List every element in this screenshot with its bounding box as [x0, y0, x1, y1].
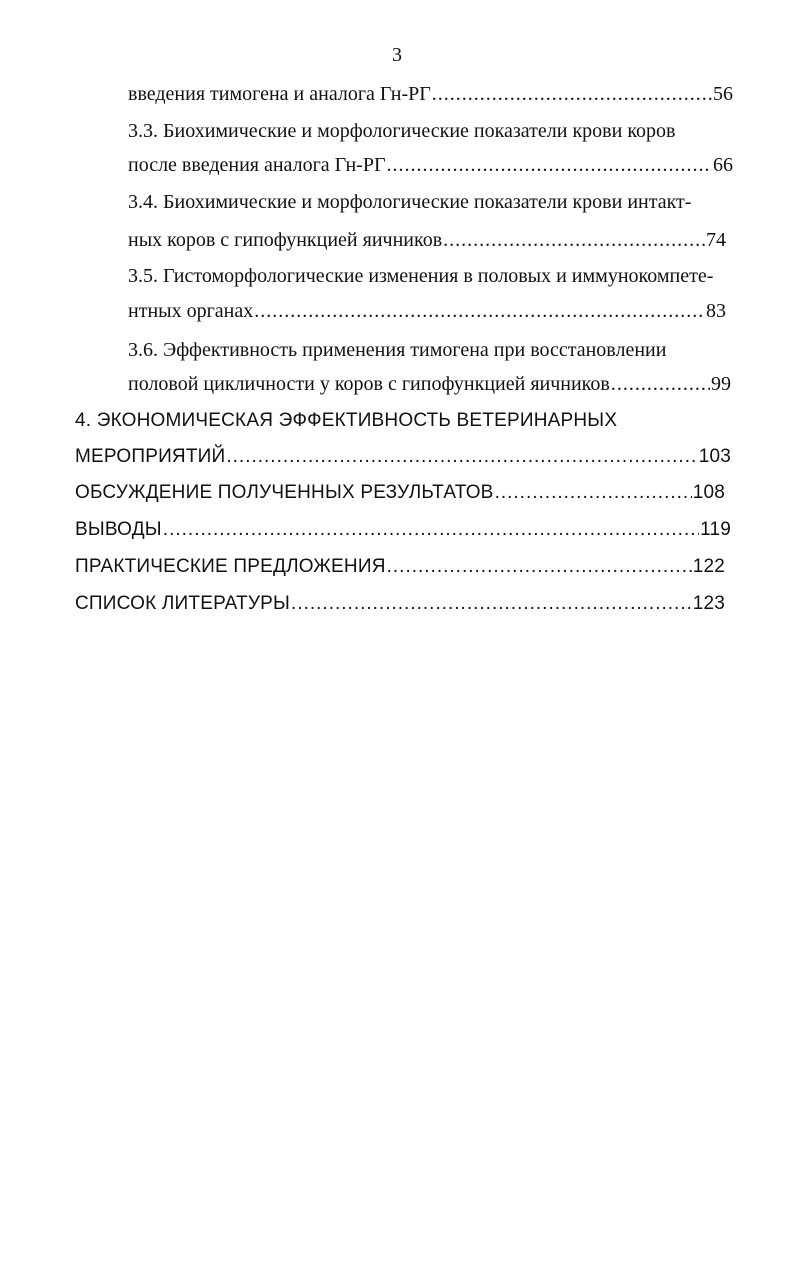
toc-chapter-4[interactable]	[75, 443, 731, 471]
toc-entry-title: половой цикличности у коров с гипофункцией яичников	[128, 373, 610, 395]
toc-page-number: 123	[692, 593, 725, 614]
dot-leader	[387, 151, 712, 179]
toc-entry-3-3[interactable]	[128, 151, 733, 179]
toc-entry-3-6-title-line1[interactable]: 3.6. Эффективность применения тимогена при восстановлении	[128, 339, 667, 361]
dot-leader	[443, 226, 705, 254]
toc-entry-title: ных коров с гипофункцией яичников	[128, 229, 443, 251]
toc-chapter-4-title-line1[interactable]: 4. ЭКОНОМИЧЕСКАЯ ЭФФЕКТИВНОСТЬ ВЕТЕРИНАРНЫХ	[75, 410, 618, 431]
toc-page-number: 103	[698, 446, 731, 467]
toc-entry-title: ПРАКТИЧЕСКИЕ ПРЕДЛОЖЕНИЯ	[75, 556, 386, 577]
toc-entry-title: нтных органах	[128, 300, 254, 322]
dot-leader	[495, 479, 692, 507]
toc-entry-3-5-title-line1[interactable]: 3.5. Гистоморфологические изменения в половых и иммунокомпете-	[128, 265, 714, 287]
dot-leader	[611, 370, 710, 398]
toc-page-number: 108	[692, 482, 725, 503]
dot-leader	[387, 553, 692, 581]
toc-entry-title: введения тимогена и аналога Гн-РГ	[128, 83, 431, 105]
toc-entry-title: СПИСОК ЛИТЕРАТУРЫ	[75, 593, 291, 614]
dot-leader	[254, 297, 705, 325]
toc-entry-3-4[interactable]	[128, 226, 726, 254]
toc-page-number: 122	[692, 556, 725, 577]
toc-page-number: 119	[700, 519, 731, 540]
toc-entry-title: после введения аналога Гн-РГ	[128, 154, 386, 176]
toc-entry-3-3-title-line1[interactable]: 3.3. Биохимические и морфологические показатели крови коров	[128, 120, 676, 142]
toc-entry-3-6[interactable]	[128, 370, 731, 398]
toc-entry-title: ВЫВОДЫ	[75, 519, 162, 540]
toc-entry-title: МЕРОПРИЯТИЙ	[75, 446, 226, 467]
toc-entry-3-5[interactable]	[128, 297, 726, 325]
toc-discussion[interactable]	[75, 479, 725, 507]
toc-page-number: 99	[711, 373, 731, 395]
dot-leader	[226, 443, 697, 471]
dot-leader	[163, 516, 699, 544]
toc-bibliography[interactable]	[75, 590, 725, 618]
toc-entry-title: ОБСУЖДЕНИЕ ПОЛУЧЕННЫХ РЕЗУЛЬТАТОВ	[75, 482, 494, 503]
toc-entry-continuation[interactable]	[128, 80, 733, 108]
toc-page-number: 56	[713, 83, 733, 105]
toc-practical-suggestions[interactable]	[75, 553, 725, 581]
toc-page-number: 66	[713, 154, 733, 176]
dot-leader	[432, 80, 712, 108]
toc-page-number: 83	[706, 300, 726, 322]
toc-entry-3-4-title-line1[interactable]: 3.4. Биохимические и морфологические показатели крови интакт-	[128, 191, 692, 213]
toc-conclusions[interactable]	[75, 516, 731, 544]
toc-page-number: 74	[706, 229, 726, 251]
page-number: 3	[392, 44, 402, 66]
dot-leader	[291, 590, 692, 618]
